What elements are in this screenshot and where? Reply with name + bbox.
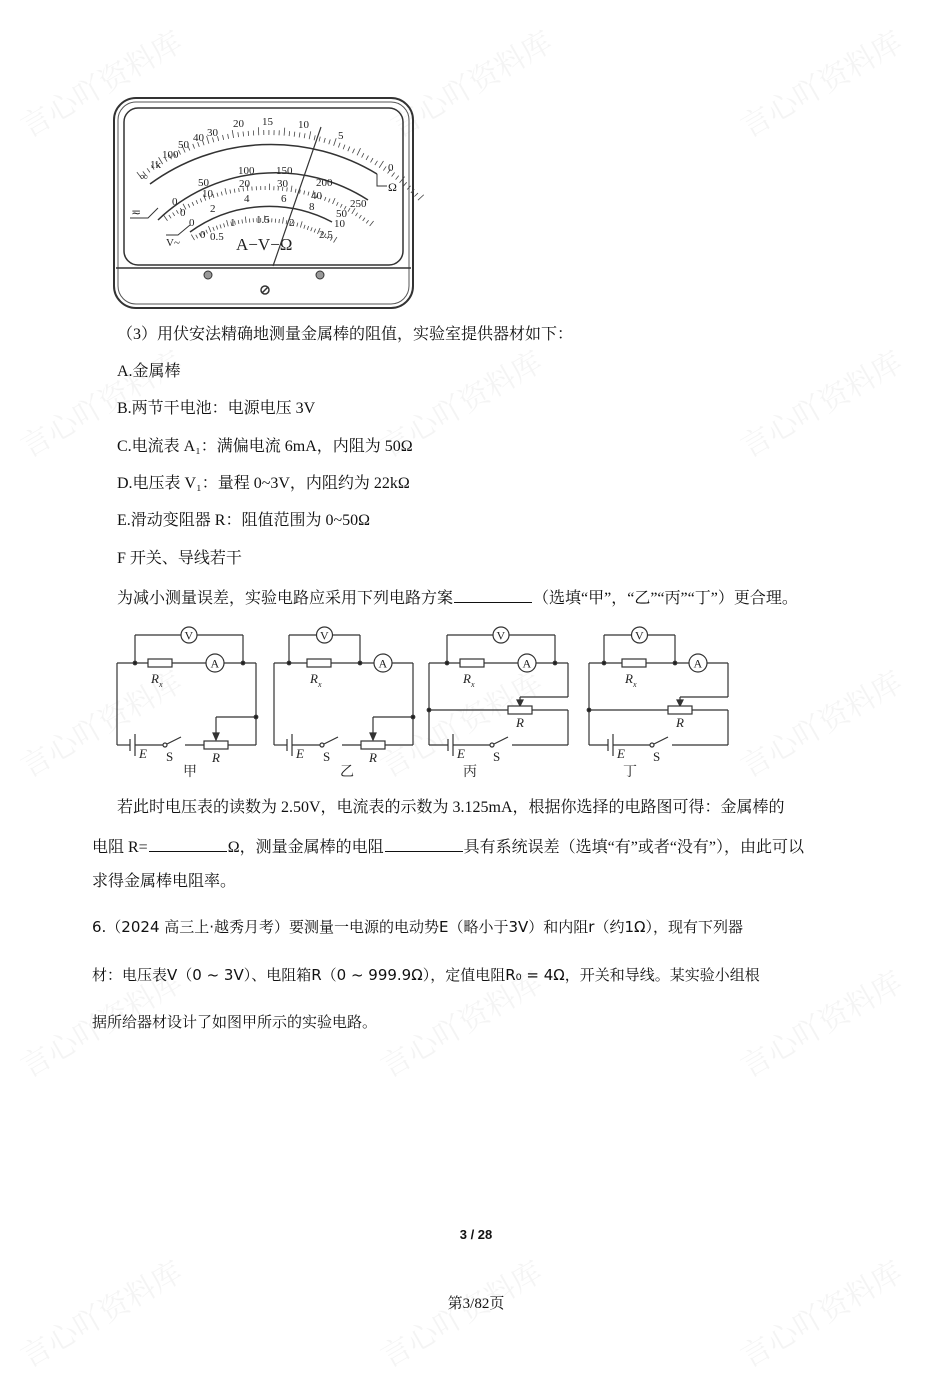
- rx-label: $R_x$: [624, 671, 637, 689]
- wire: [324, 737, 338, 744]
- scale-label: 10: [334, 218, 346, 230]
- ammeter-label: A: [523, 657, 532, 671]
- junction-dot: [287, 661, 291, 665]
- q6-line-3: 据所给器材设计了如图甲所示的实验电路。: [92, 1012, 377, 1032]
- wire: [494, 737, 508, 744]
- q3-intro: （3）用伏安法精确地测量金属棒的阻值，实验室提供器材如下：: [117, 325, 573, 345]
- junction-dot: [241, 661, 245, 665]
- scale-label: 8: [309, 201, 315, 213]
- total-page-number: 第3/82页: [0, 1292, 952, 1313]
- circuit-caption: 丁: [623, 764, 637, 780]
- junction-dot: [358, 661, 362, 665]
- slider-arrow: [370, 733, 376, 740]
- scale-label: 0: [180, 207, 186, 219]
- rx-label: $R_x$: [462, 671, 475, 689]
- switch-icon: [650, 743, 654, 747]
- circuit-4: [587, 627, 728, 780]
- resistor-rx: [148, 659, 172, 667]
- slider-arrow: [517, 700, 523, 706]
- answer-blank-resistance[interactable]: [149, 835, 227, 852]
- ammeter-label: A: [379, 657, 388, 671]
- rheostat-label: R: [675, 715, 684, 730]
- junction-dot: [587, 708, 591, 712]
- scale-label: 2: [210, 203, 216, 215]
- scale-label: 2: [289, 217, 295, 229]
- scale-label: 50: [178, 139, 190, 151]
- rheostat-label: R: [368, 750, 377, 765]
- scale-label: 0.5: [210, 231, 224, 243]
- scale-label: 20: [239, 178, 251, 190]
- scale-label: 50: [198, 177, 210, 189]
- junction-dot: [673, 661, 677, 665]
- scale-label: 15: [262, 116, 274, 128]
- scale-label: 150: [276, 165, 293, 177]
- slider-arrow: [677, 700, 683, 706]
- scale-label: ∞: [140, 171, 148, 183]
- q6-line-1: 6.（2024 高三上·越秀月考）要测量一电源的电动势E（略小于3V）和内阻r（约1Ω），现有下列器: [92, 917, 743, 937]
- junction-dot: [411, 715, 415, 719]
- rheostat-label: R: [515, 715, 524, 730]
- wire: [654, 737, 668, 744]
- scale-label: 20: [233, 118, 245, 130]
- rheostat: [204, 741, 228, 749]
- page-number: 3 / 28: [0, 1227, 952, 1242]
- circuit-caption: 丙: [463, 764, 477, 780]
- rx-label: $R_x$: [309, 671, 322, 689]
- reading-line-1: 若此时电压表的读数为 2.50V，电流表的示数为 3.125mA，根据你选择的电路图可得：金属棒的: [117, 798, 785, 818]
- scale-label: 10: [298, 119, 310, 131]
- scale-label: 250: [350, 198, 367, 210]
- junction-dot: [445, 661, 449, 665]
- item-c: C.电流表 A₁：满偏电流 6mA，内阻为 50Ω: [117, 437, 413, 457]
- switch-icon: [320, 743, 324, 747]
- voltmeter-label: V: [185, 629, 194, 643]
- ammeter-label: A: [694, 657, 703, 671]
- circuit-3: [427, 627, 568, 780]
- scale-label: 0: [388, 162, 394, 174]
- scale-label: 1.5: [256, 214, 270, 226]
- switch-icon: [163, 743, 167, 747]
- voltmeter-label: V: [497, 629, 506, 643]
- meter-label: A−V−Ω: [236, 235, 292, 254]
- scale-label: 0: [172, 196, 178, 208]
- circuit-1: [117, 627, 258, 780]
- junction-dot: [133, 661, 137, 665]
- item-a: A.金属棒: [117, 362, 181, 382]
- reading-line-3: 求得金属棒电阻率。: [92, 872, 236, 892]
- scale-label: 100: [162, 149, 179, 161]
- answer-blank-error[interactable]: [385, 835, 463, 852]
- junction-dot: [427, 708, 431, 712]
- rheostat: [508, 706, 532, 714]
- scale-label: 30: [207, 127, 219, 139]
- switch-icon: [490, 743, 494, 747]
- reading-line-2: 电阻 R= Ω，测量金属棒的电阻 具有系统误差（选填“有”或者“没有”），由此可以: [92, 835, 804, 858]
- rheostat: [361, 741, 385, 749]
- scale-label: 5: [338, 130, 344, 142]
- junction-dot: [602, 661, 606, 665]
- resistor-rx: [307, 659, 331, 667]
- battery-label: E: [295, 746, 304, 761]
- item-f: F 开关、导线若干: [117, 549, 242, 569]
- circuit-2: [274, 627, 415, 780]
- item-d: D.电压表 V₁：量程 0~3V，内阻约为 22kΩ: [117, 474, 410, 494]
- item-e: E.滑动变阻器 R：阻值范围为 0~50Ω: [117, 511, 370, 531]
- scale-label: 1: [230, 217, 236, 229]
- voltmeter-label: V: [635, 629, 644, 643]
- switch-label: S: [323, 749, 330, 764]
- resistor-rx: [622, 659, 646, 667]
- scale-label: 50: [336, 208, 348, 220]
- circuit-caption: 乙: [340, 765, 354, 780]
- rheostat: [668, 706, 692, 714]
- voltmeter-label: V: [320, 629, 329, 643]
- switch-label: S: [493, 749, 500, 764]
- scale-label: 10: [202, 188, 214, 200]
- scale-label: 0: [189, 217, 195, 229]
- rx-label: $R_x$: [150, 671, 163, 689]
- battery-label: E: [138, 746, 147, 761]
- resistor-rx: [460, 659, 484, 667]
- scale-label: 40: [311, 190, 323, 202]
- junction-dot: [254, 715, 258, 719]
- scale-label: 100: [238, 165, 255, 177]
- q6-line-2: 材：电压表V（0 ~ 3V）、电阻箱R（0 ~ 999.9Ω），定值电阻R₀ = 4Ω，开关和导线。某实验小组根: [92, 965, 760, 985]
- scale-label: 30: [277, 178, 289, 190]
- rheostat-label: R: [211, 750, 220, 765]
- ac-symbol: V~: [166, 237, 180, 249]
- battery-label: E: [456, 746, 465, 761]
- switch-label: S: [653, 749, 660, 764]
- slider-arrow: [213, 733, 219, 740]
- junction-dot: [553, 661, 557, 665]
- scale-label: 1k: [150, 159, 162, 171]
- scale-label: 200: [316, 177, 333, 189]
- scale-label: 40: [193, 132, 205, 144]
- item-b: B.两节干电池：电源电压 3V: [117, 399, 315, 419]
- circuit-choice-question: 为减小测量误差，实验电路应采用下列电路方案 （选填“甲”，“乙”“丙”“丁”）更合理。: [117, 586, 798, 609]
- dc-symbol: ≂: [131, 205, 141, 219]
- ammeter-label: A: [211, 657, 220, 671]
- scale-label: 4: [244, 193, 250, 205]
- ohm-symbol: Ω: [388, 180, 397, 194]
- scale-label: 2.5: [319, 229, 333, 241]
- battery-label: E: [616, 746, 625, 761]
- circuit-caption: 甲: [183, 764, 197, 780]
- scale-label: 6: [281, 193, 287, 205]
- scale-label: 0: [200, 229, 206, 241]
- switch-label: S: [166, 749, 173, 764]
- wire: [167, 737, 181, 744]
